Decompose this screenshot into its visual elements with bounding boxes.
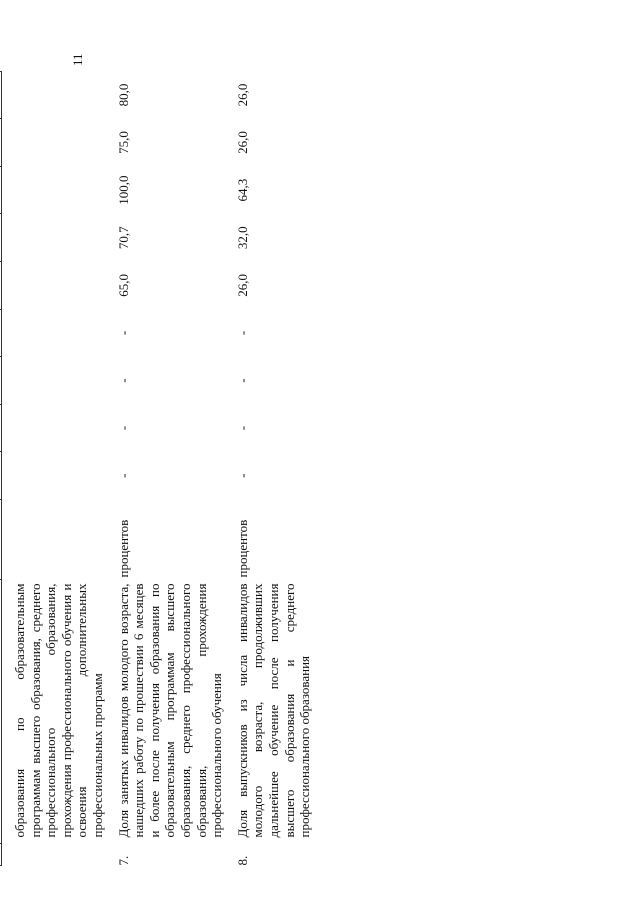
- table-row: [106, 71, 225, 865]
- row-index: [2, 844, 106, 866]
- row-unit: [2, 500, 106, 580]
- value-cell: 26,0: [234, 273, 250, 297]
- indicators-table: [0, 71, 313, 866]
- value-cell: -: [115, 425, 131, 431]
- row-description: Доля выпускников из числа инвалидов молодого возраста, продолживших дальнейшее обучение после получения высшего образования и среднего профессионального образования: [234, 583, 313, 838]
- value-cell: 70,7: [115, 226, 131, 250]
- value-cell: 64,3: [234, 178, 250, 202]
- value-cell: -: [115, 330, 131, 336]
- value-cell: 26,0: [234, 131, 250, 154]
- table-row: [225, 71, 313, 865]
- value-cell: 80,0: [115, 83, 131, 107]
- row-index: 7.: [115, 855, 131, 866]
- value-cell: -: [234, 378, 250, 383]
- value-cell: 32,0: [234, 226, 250, 250]
- row-index: 8.: [234, 855, 250, 866]
- row-unit: процентов: [115, 519, 131, 578]
- value-cell: 100,0: [115, 175, 131, 205]
- value-cell: -: [234, 425, 250, 431]
- value-cell: -: [115, 473, 131, 478]
- row-description: образования по образовательным программам высшего образования, среднего профессионального образования, прохождения профессионального обучения и освоения дополнительных профессиональных программ: [12, 583, 105, 838]
- table-row: [2, 71, 106, 865]
- row-description: Доля занятых инвалидов молодого возраста, нашедших работу по прошествии 6 месяцев и более после получения образования по образовательным программам высшего образования, среднего профессионального образования, прохождения профессионального обучения: [115, 583, 225, 838]
- rotated-table-container: [0, 76, 504, 866]
- row-unit: процентов: [234, 519, 250, 578]
- page-number: 11: [70, 53, 85, 66]
- value-cell: 65,0: [115, 273, 131, 297]
- value-cell: 75,0: [115, 131, 131, 154]
- value-cell: 26,0: [234, 83, 250, 107]
- value-cell: -: [115, 378, 131, 383]
- value-cell: -: [234, 330, 250, 336]
- value-cell: -: [234, 473, 250, 478]
